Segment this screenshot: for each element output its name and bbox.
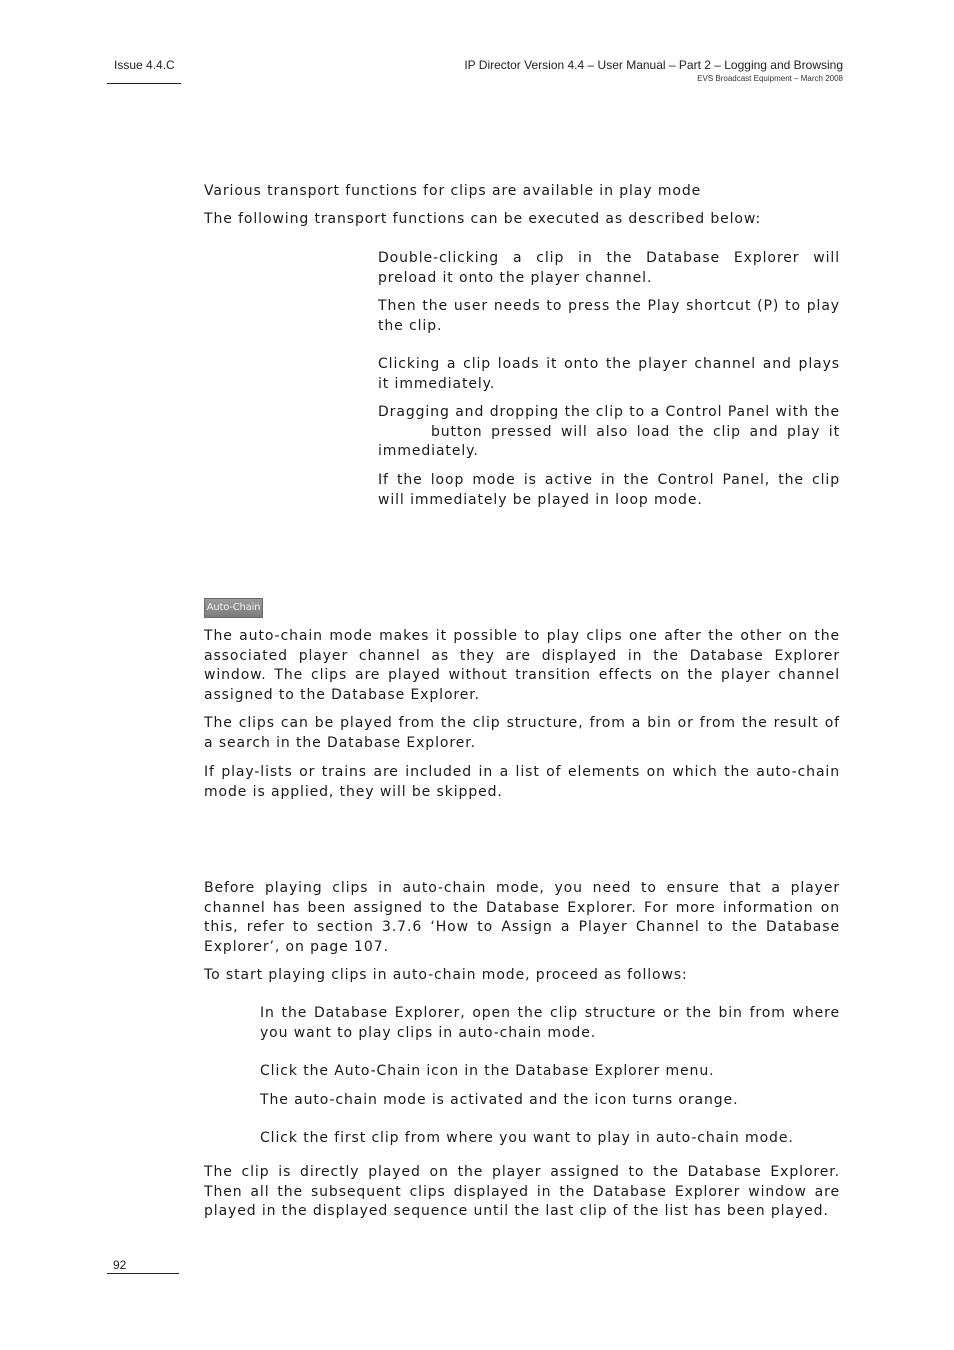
autochain-paragraph-2: The clips can be played from the clip structure, from a bin or from the result of a search in the Database Explorer. bbox=[204, 715, 840, 751]
autochain-paragraph-3: If play-lists or trains are included in a list of elements on which the auto-chain mode is applied, they will be skipped. bbox=[204, 764, 840, 800]
page-number: 92 bbox=[113, 1258, 127, 1272]
function-drag-drop-line-3: immediately. bbox=[378, 443, 479, 459]
autochain-paragraph-1: The auto-chain mode makes it possible to play clips one after the other on the associated player channel as they are displayed in the Database Explorer window. The clips are played without transition effects on the player channel assigned to the Database Explorer. bbox=[204, 628, 840, 703]
document-title: IP Director Version 4.4 – User Manual – Part 2 – Logging and Browsing bbox=[464, 58, 843, 72]
auto-chain-icon: Auto-Chain bbox=[204, 598, 263, 618]
procedure-result: The clip is directly played on the player assigned to the Database Explorer. Then all the subsequent clips displayed in the Database Explorer window are played in the displayed sequence until the last clip of the list has been played. bbox=[204, 1164, 840, 1219]
procedure-step-1: In the Database Explorer, open the clip structure or the bin from where you want to play clips in auto-chain mode. bbox=[260, 1005, 840, 1041]
procedure-step-2: Click the Auto-Chain icon in the Database Explorer menu. bbox=[260, 1063, 715, 1079]
procedure-step-2-result: The auto-chain mode is activated and the icon turns orange. bbox=[260, 1092, 739, 1108]
function-play-shortcut: Then the user needs to press the Play shortcut (P) to play the clip. bbox=[378, 298, 840, 334]
issue-label: Issue 4.4.C bbox=[114, 58, 175, 72]
function-double-click: Double-clicking a clip in the Database Explorer will preload it onto the player channel. bbox=[378, 250, 840, 286]
function-loop-mode: If the loop mode is active in the Control Panel, the clip will immediately be played in loop mode. bbox=[378, 472, 840, 508]
procedure-start: To start playing clips in auto-chain mode, proceed as follows: bbox=[204, 967, 688, 983]
header-rule bbox=[107, 83, 181, 84]
intro-line-1: Various transport functions for clips are available in play mode bbox=[204, 183, 702, 199]
function-drag-drop-line-2: button pressed will also load the clip and play it bbox=[431, 424, 840, 440]
document-subtitle: EVS Broadcast Equipment – March 2008 bbox=[697, 74, 843, 83]
function-drag-drop-line-1: Dragging and dropping the clip to a Control Panel with the bbox=[378, 404, 840, 420]
footer-rule bbox=[107, 1273, 179, 1274]
procedure-step-3: Click the first clip from where you want to play in auto-chain mode. bbox=[260, 1130, 794, 1146]
procedure-intro: Before playing clips in auto-chain mode, you need to ensure that a player channel has been assigned to the Database Explorer. For more information on this, refer to section 3.7.6 ‘How to Assign a Player Channel to the Database Explorer’, on page 107. bbox=[204, 880, 840, 955]
function-click: Clicking a clip loads it onto the player channel and plays it immediately. bbox=[378, 356, 840, 392]
intro-line-2: The following transport functions can be executed as described below: bbox=[204, 211, 762, 227]
